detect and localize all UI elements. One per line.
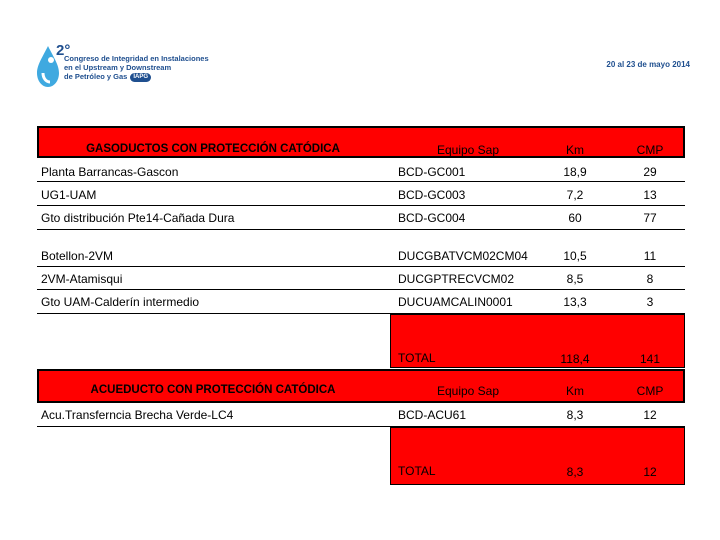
row-divider	[37, 289, 685, 290]
gas-table-title: GASODUCTOS CON PROTECCIÓN CATÓDICA	[86, 143, 340, 155]
gas-row-name: Gto distribución Pte14-Cañada Dura	[41, 211, 235, 225]
water-col-equipo: Equipo Sap	[436, 384, 500, 398]
gas-row-cmp: 29	[643, 165, 657, 179]
gas-row-name: UG1-UAM	[41, 188, 97, 202]
gas-row-name: Gto UAM-Calderín intermedio	[41, 295, 200, 309]
water-row-equipo: BCD-ACU61	[398, 408, 467, 422]
gas-total-label: TOTAL	[398, 351, 436, 365]
gas-row-cmp: 11	[643, 249, 657, 263]
gas-row-equipo: DUCGBATVCM02CM04	[398, 249, 528, 263]
gas-row-cmp: 3	[646, 295, 654, 309]
gas-row-equipo: BCD-GC003	[398, 188, 466, 202]
gas-row-cmp: 8	[646, 272, 654, 286]
gas-total-km: 118,4	[560, 352, 590, 366]
row-divider	[37, 229, 685, 230]
water-row-km: 8,3	[566, 408, 584, 422]
logo-line-text: de Petróleo y Gas	[64, 72, 128, 81]
water-total-cmp: 12	[643, 465, 657, 479]
gas-row-km: 60	[568, 211, 582, 225]
water-table-title: ACUEDUCTO CON PROTECCIÓN CATÓDICA	[90, 384, 336, 396]
gas-row-name: Planta Barrancas-Gascon	[41, 165, 179, 179]
logo-badge: IAPG	[130, 73, 151, 82]
logo-line: en el Upstream y Downstream	[64, 63, 172, 72]
gas-row-km: 7,2	[566, 188, 584, 202]
gas-row-equipo: BCD-GC004	[398, 211, 466, 225]
logo-line: Congreso de Integridad en Instalaciones	[64, 54, 209, 63]
congress-logo	[34, 40, 234, 90]
gas-row-name: Botellon-2VM	[41, 249, 114, 263]
gas-row-km: 10,5	[563, 249, 587, 263]
gas-row-equipo: DUCGPTRECVCM02	[398, 272, 515, 286]
gas-row-cmp: 77	[643, 211, 657, 225]
gas-col-km: Km	[566, 143, 584, 157]
water-row-cmp: 12	[643, 408, 657, 422]
logo-line	[64, 72, 209, 82]
water-col-cmp: CMP	[636, 384, 664, 398]
water-col-km: Km	[566, 384, 584, 398]
gas-row-cmp: 13	[643, 188, 657, 202]
gas-row-name: 2VM-Atamisqui	[41, 272, 123, 286]
gas-row-equipo: BCD-GC001	[398, 165, 466, 179]
row-divider	[37, 181, 685, 182]
water-total-label: TOTAL	[398, 464, 436, 478]
row-divider	[37, 205, 685, 206]
gas-row-km: 8,5	[566, 272, 584, 286]
gas-row-equipo: DUCUAMCALIN0001	[398, 295, 513, 309]
water-total-km: 8,3	[566, 465, 584, 479]
gas-row-km: 18,9	[563, 165, 587, 179]
gas-col-cmp: CMP	[636, 143, 664, 157]
gas-row-km: 13,3	[563, 295, 587, 309]
event-date: 20 al 23 de mayo 2014	[606, 60, 690, 69]
water-row-name: Acu.Transferncia Brecha Verde-LC4	[41, 408, 234, 422]
logo-number: 2°	[56, 42, 71, 59]
logo-text	[64, 54, 209, 82]
gas-col-equipo: Equipo Sap	[436, 143, 500, 157]
row-divider	[37, 266, 685, 267]
gas-total-cmp: 141	[639, 352, 661, 366]
